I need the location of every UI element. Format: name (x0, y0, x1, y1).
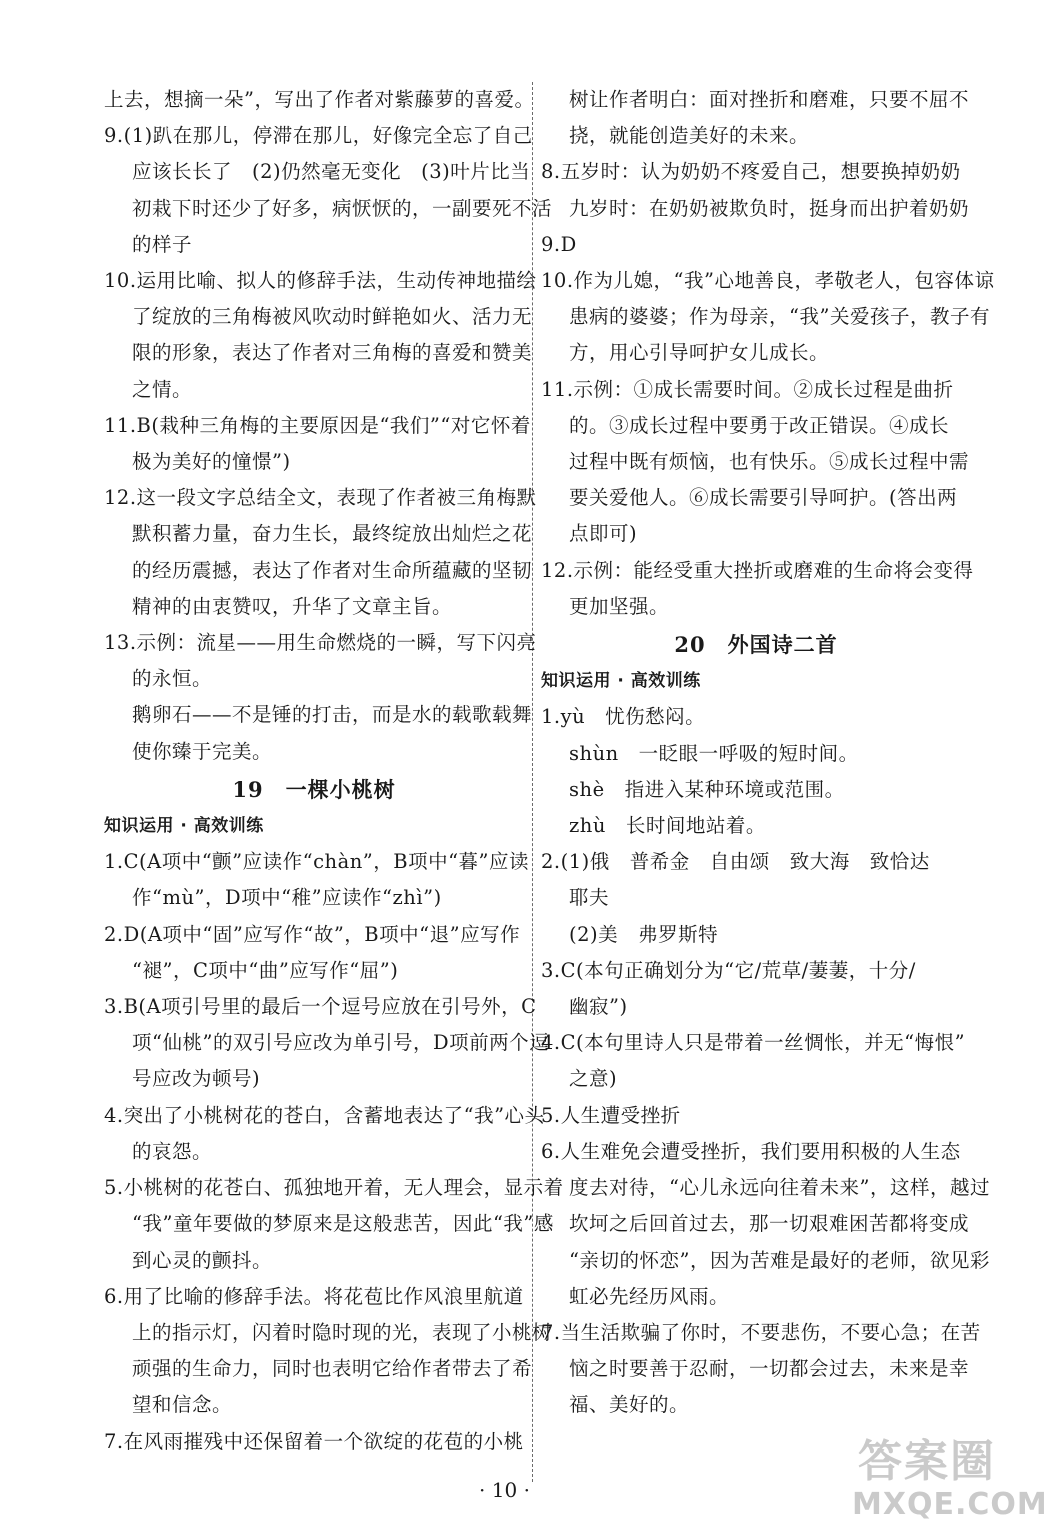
text-line: 12.示例：能经受重大挫折或磨难的生命将会变得 (541, 558, 974, 582)
text-line: 到心灵的颤抖。 (132, 1248, 273, 1272)
section-heading-19: 19 一棵小桃树 (232, 776, 396, 802)
text-line: 之情。 (132, 377, 193, 401)
text-line: 恼之时要善于忍耐，一切都会过去，未来是幸 (569, 1357, 970, 1381)
text-line: 鹅卵石——不是锤的打击，而是水的载歌载舞 (132, 703, 533, 727)
text-line: 5.小桃树的花苍白、孤独地开着，无人理会，显示着 (104, 1176, 564, 1200)
text-line: 的经历震撼，表达了作者对生命所蕴藏的坚韧 (132, 558, 533, 582)
text-line: 1.yù 忧伤愁闷。 (541, 705, 706, 729)
text-line: 项“仙桃”的双引号应改为单引号，D项前两个逗 (132, 1031, 550, 1055)
section-subheading-19: 知识运用 · 高效训练 (104, 816, 264, 837)
text-line: 7.在风雨摧残中还保留着一个欲绽的花苞的小桃 (104, 1429, 524, 1453)
text-line: shùn 一眨眼一呼吸的短时间。 (569, 741, 859, 765)
text-line: 的。③成长过程中要勇于改正错误。④成长 (569, 413, 950, 437)
text-line: 挠，就能创造美好的未来。 (569, 124, 810, 148)
column-divider (532, 82, 533, 1482)
text-line: 3.B(A项引号里的最后一个逗号应放在引号外，C (104, 995, 537, 1019)
text-line: 作“mù”，D项中“稚”应读作“zhì”) (132, 886, 442, 910)
text-line: “褪”，C项中“曲”应写作“屈”) (132, 958, 399, 982)
text-line: “我”童年要做的梦原来是这般悲苦，因此“我”感 (132, 1212, 554, 1236)
text-line: (2)美 弗罗斯特 (569, 922, 719, 946)
left-answers-19 (104, 844, 564, 1459)
text-line: 的永恒。 (132, 667, 213, 691)
text-line: 6.人生难免会遭受挫折，我们要用积极的人生态 (541, 1139, 961, 1163)
text-line: 初栽下时还少了好多，病恹恹的，一副要死不活 (132, 196, 553, 220)
text-line: 坎坷之后回首过去，那一切艰难困苦都将变成 (569, 1212, 970, 1236)
text-line: 极为美好的憧憬”) (132, 450, 291, 474)
text-line: 10.作为儿媳，“我”心地善良，孝敬老人，包容体谅 (541, 269, 995, 293)
text-line: 11.示例：①成长需要时间。②成长过程是曲折 (541, 377, 954, 401)
text-line: 2.(1)俄 普希金 自由颂 致大海 致恰达 (541, 850, 930, 874)
text-line: 精神的由衷赞叹，升华了文章主旨。 (132, 594, 453, 618)
text-line: “亲切的怀恋”，因为苦难是最好的老师，欲见彩 (569, 1248, 990, 1272)
text-line: 7.当生活欺骗了你时，不要悲伤，不要心急；在苦 (541, 1320, 981, 1344)
text-line: 9.(1)趴在那儿，停滞在那儿，好像完全忘了自己 (104, 124, 533, 148)
text-line: 限的形象，表达了作者对三角梅的喜爱和赞美 (132, 341, 533, 365)
text-line: 之意) (569, 1067, 618, 1091)
text-line: 更加坚强。 (569, 594, 670, 618)
watermark-text: 答案圈 (858, 1436, 996, 1487)
text-line: 3.C(本句正确划分为“它/荒草/萋萋，十分/ (541, 958, 916, 982)
text-line: 9.D (541, 232, 577, 256)
text-line: 耶夫 (569, 886, 610, 910)
text-line: 号应改为顿号) (132, 1067, 261, 1091)
text-line: 10.运用比喻、拟人的修辞手法，生动传神地描绘 (104, 269, 537, 293)
text-line: 了绽放的三角梅被风吹动时鲜艳如火、活力无 (132, 305, 533, 329)
text-line: 望和信念。 (132, 1393, 233, 1417)
text-line: 的样子 (132, 232, 193, 256)
text-line: 2.D(A项中“固”应写作“故”，B项中“退”应写作 (104, 922, 521, 946)
right-answers-19 (541, 82, 995, 625)
text-line: 福、美好的。 (569, 1393, 690, 1417)
right-answers-20 (541, 699, 990, 1423)
text-line: 的哀怨。 (132, 1139, 213, 1163)
text-line: 12.这一段文字总结全文，表现了作者被三角梅默 (104, 486, 537, 510)
section-subheading-20: 知识运用 · 高效训练 (541, 671, 701, 692)
text-line: 11.B(栽种三角梅的主要原因是“我们”“对它怀着 (104, 413, 531, 437)
page-number: · 10 · (479, 1478, 530, 1502)
text-line: 度去对待，“心儿永远向往着未来”，这样，越过 (569, 1176, 990, 1200)
text-line: 6.用了比喻的修辞手法。将花苞比作风浪里航道 (104, 1284, 524, 1308)
text-line: 过程中既有烦恼，也有快乐。⑤成长过程中需 (569, 450, 970, 474)
text-line: 患病的婆婆；作为母亲，“我”关爱孩子，教子有 (569, 305, 990, 329)
text-line: 上的指示灯，闪着时隐时现的光，表现了小桃树 (132, 1320, 553, 1344)
text-line: 4.突出了小桃树花的苍白，含蓄地表达了“我”心头 (104, 1103, 545, 1127)
section-heading-20: 20 外国诗二首 (674, 632, 838, 658)
text-line: 使你臻于完美。 (132, 739, 273, 763)
text-line: 顽强的生命力，同时也表明它给作者带去了希 (132, 1357, 533, 1381)
text-line: 1.C(A项中“颤”应读作“chàn”，B项中“暮”应读 (104, 850, 530, 874)
watermark-logo (852, 1436, 1048, 1532)
text-line: 8.五岁时：认为奶奶不疼爱自己，想要换掉奶奶 (541, 160, 961, 184)
text-line: 要关爱他人。⑥成长需要引导呵护。(答出两 (569, 486, 958, 510)
text-line: 方，用心引导呵护女儿成长。 (569, 341, 830, 365)
text-line: 默积蓄力量，奋力生长，最终绽放出灿烂之花 (132, 522, 533, 546)
text-line: 虹必先经历风雨。 (569, 1284, 730, 1308)
right-column (541, 82, 995, 1424)
text-line: 4.C(本句里诗人只是带着一丝惆怅，并无“悔恨” (541, 1031, 966, 1055)
text-line: zhù 长时间地站着。 (569, 814, 766, 838)
text-line: 上去，想摘一朵”，写出了作者对紫藤萝的喜爱。 (104, 88, 535, 111)
text-line: 点即可) (569, 522, 638, 546)
text-line: 应该长长了 (2)仍然毫无变化 (3)叶片比当 (132, 160, 531, 184)
watermark-url: MXQE.COM (852, 1487, 1048, 1522)
text-line: 九岁时：在奶奶被欺负时，挺身而出护着奶奶 (569, 196, 970, 220)
text-line: 13.示例：流星——用生命燃烧的一瞬，写下闪亮 (104, 631, 537, 655)
text-line: 幽寂”) (569, 995, 628, 1019)
left-answers-18 (104, 82, 553, 770)
text-line: 5.人生遭受挫折 (541, 1103, 681, 1127)
text-line: 树让作者明白：面对挫折和磨难，只要不屈不 (569, 88, 970, 111)
text-line: shè 指进入某种环境或范围。 (569, 777, 845, 801)
